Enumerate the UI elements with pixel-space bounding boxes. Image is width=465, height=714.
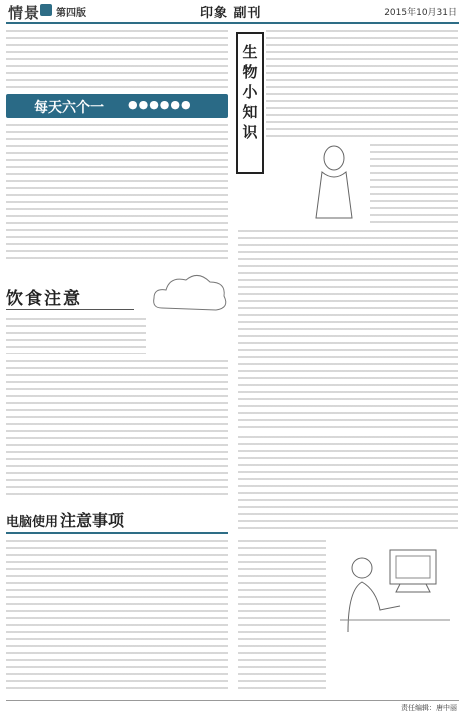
pc-usage-title bbox=[6, 508, 124, 531]
figure-illustration-icon bbox=[302, 142, 366, 222]
bio-knowledge-vertical-title bbox=[236, 32, 264, 174]
pc-title-part-b: 注意事项 bbox=[60, 511, 125, 530]
vertical-title-char: 物 bbox=[242, 63, 258, 81]
bio-paragraph-5 bbox=[238, 540, 326, 690]
bio-paragraph-1 bbox=[266, 30, 458, 138]
pc-title-rule bbox=[6, 532, 228, 534]
masthead bbox=[0, 0, 465, 22]
paper-name: 印象 副刊 bbox=[200, 6, 262, 21]
banner-dots: ●●●●●● bbox=[128, 98, 192, 111]
bio-paragraph-4 bbox=[238, 436, 458, 534]
header-rule bbox=[6, 22, 459, 24]
bio-paragraph-2 bbox=[370, 144, 458, 224]
vertical-title-char: 小 bbox=[242, 83, 258, 101]
logo-badge-icon bbox=[40, 4, 52, 16]
issue-date: 2015年10月31日 bbox=[384, 8, 457, 18]
vertical-title-char: 知 bbox=[242, 103, 258, 121]
cloud-illustration-icon bbox=[148, 268, 232, 324]
left-intro-paragraph bbox=[6, 30, 228, 90]
bio-paragraph-3 bbox=[238, 230, 458, 430]
diet-notice-intro bbox=[6, 318, 146, 354]
diet-notice-body bbox=[6, 360, 228, 500]
pc-title-part-a: 电脑使用 bbox=[6, 515, 59, 530]
pc-usage-body bbox=[6, 540, 228, 690]
responsible-editor: 责任编辑：唐中丽 bbox=[401, 704, 457, 712]
diet-notice-title: 饮食注意 bbox=[6, 289, 82, 309]
vertical-title-char: 生 bbox=[242, 43, 258, 61]
diet-notice-rule bbox=[6, 309, 134, 310]
footer-rule bbox=[6, 700, 459, 701]
person-at-computer-illustration-icon bbox=[330, 540, 458, 636]
six-ones-banner bbox=[6, 94, 228, 118]
logo-text: 情景 bbox=[8, 4, 41, 22]
vertical-title-char: 识 bbox=[242, 123, 258, 141]
page-number: 第四版 bbox=[56, 8, 86, 19]
banner-title: 每天六个一 bbox=[34, 100, 104, 116]
six-ones-body bbox=[6, 124, 228, 264]
